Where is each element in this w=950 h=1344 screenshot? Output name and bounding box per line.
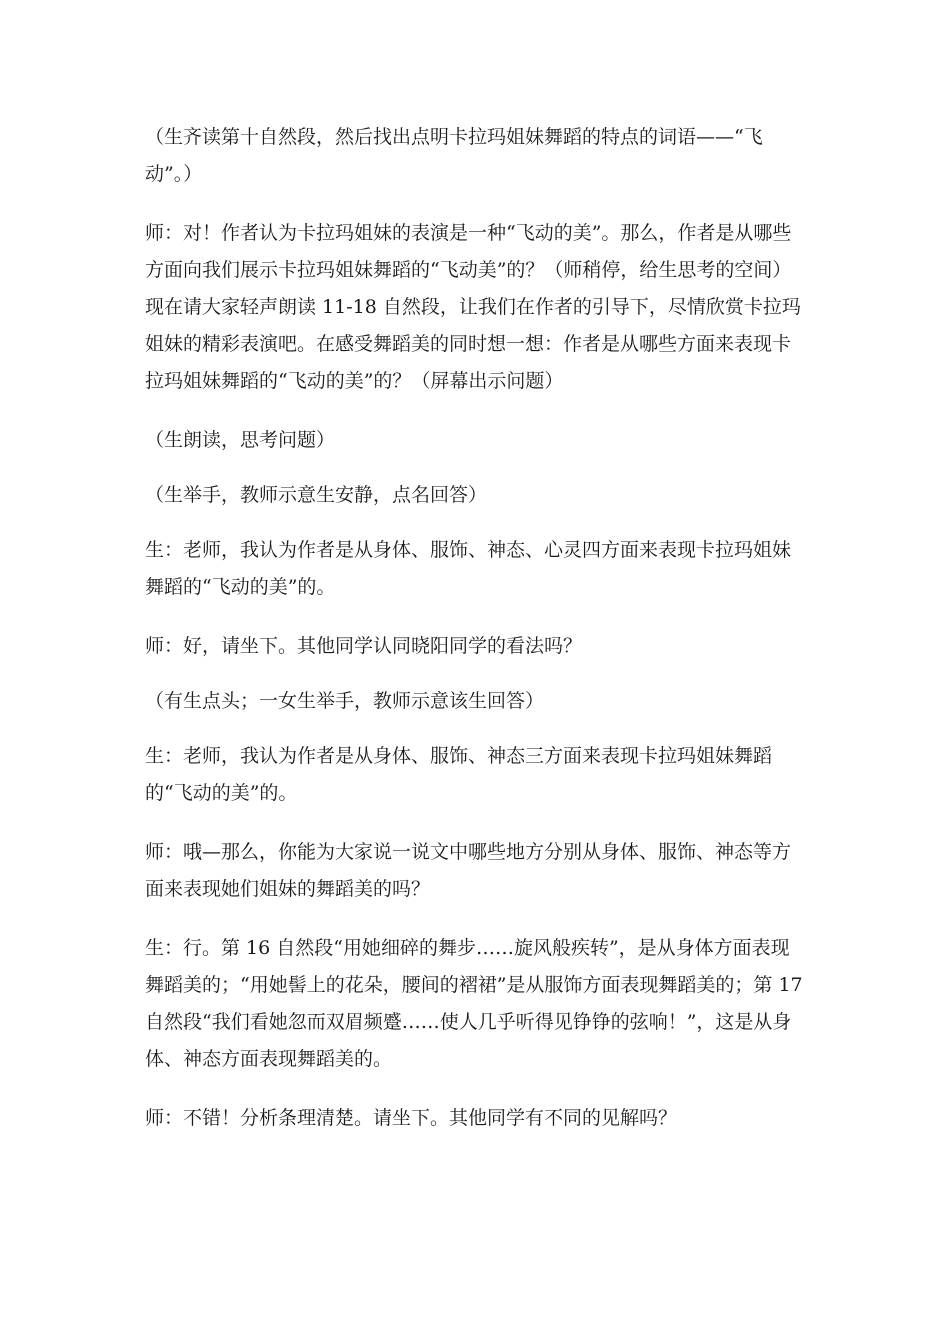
paragraph-teacher-question: 师：对！作者认为卡拉玛姐妹的表演是一种“飞动的美”。那么，作者是从哪些方面向我们展示卡拉玛姐妹舞蹈的“飞动美”的？（师稍停，给生思考的空间）现在请大家轻声朗读 11-18 自然段，让我们在作者的引导下，尽情欣赏卡拉玛姐妹的精彩表演吧。在感受舞蹈美的同时想一想：作者是从哪些方面来表现卡拉玛姐妹舞蹈的“飞动的美”的？（屏幕出示问题）: [145, 222, 801, 392]
paragraph-student-examples: 生：行。第 16 自然段“用她细碎的舞步……旋风般疾转”，是从身体方面表现舞蹈美的；“用她髻上的花朵，腰间的褶裙”是从服饰方面表现舞蹈美的；第 17 自然段“我们看她忽而双眉频蹙……使人几乎听得见铮铮的弦响！”，这是从身体、神态方面表现舞蹈美的。: [145, 937, 809, 1070]
document-body: [145, 119, 809, 1159]
paragraph-girl-raises-hand: （有生点头；一女生举手，教师示意该生回答）: [145, 690, 545, 712]
paragraph-students-read: （生朗读，思考问题）: [145, 429, 336, 451]
paragraph-students-raise-hands: （生举手，教师示意生安静，点名回答）: [145, 484, 488, 506]
paragraph-teacher-praise: 师：不错！分析条理清楚。请坐下。其他同学有不同的见解吗？: [145, 1107, 678, 1129]
paragraph-teacher-asks-examples: 师：哦—那么，你能为大家说一说文中哪些地方分别从身体、服饰、神态等方面来表现她们姐妹的舞蹈美的吗？: [145, 841, 792, 900]
paragraph-student-answer-2: 生：老师，我认为作者是从身体、服饰、神态三方面来表现卡拉玛姐妹舞蹈的“飞动的美”的。: [145, 745, 773, 804]
paragraph-teacher-followup: 师：好，请坐下。其他同学认同晓阳同学的看法吗？: [145, 635, 583, 657]
paragraph-student-answer-1: 生：老师，我认为作者是从身体、服饰、神态、心灵四方面来表现卡拉玛姐妹舞蹈的“飞动的美”的。: [145, 539, 792, 598]
paragraph-student-reading-instruction: （生齐读第十自然段，然后找出点明卡拉玛姐妹舞蹈的特点的词语——“飞动”。）: [145, 126, 763, 185]
